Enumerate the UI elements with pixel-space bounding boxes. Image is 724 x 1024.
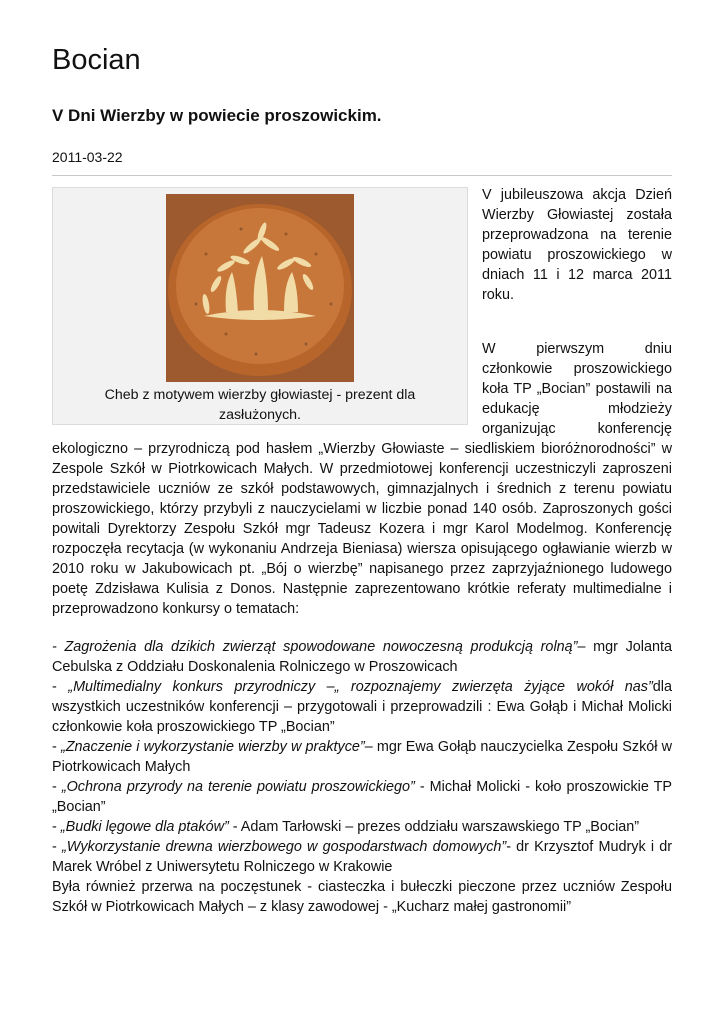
topic-speaker: dla wszystkich uczestników konferencji – przygotowali i przeprowadzili : Ewa Gołąb i Michał Molicki członkowie koła proszowickiego TP „Bocian” — [52, 679, 672, 735]
intro-paragraph: V jubileuszowa akcja Dzień Wierzby Głowiastej została przeprowadzona na terenie powiatu proszowickiego w dniach 11 i 12 marca 2011 roku. — [482, 187, 672, 303]
topic-speaker: – mgr Jolanta Cebulska z Oddziału Doskonalenia Rolniczego w Proszowicach — [52, 639, 672, 675]
topic-title: „Wykorzystanie drewna wierzbowego w gospodarstwach domowych” — [61, 839, 507, 855]
list-dash: - — [52, 739, 61, 755]
article-date: 2011-03-22 — [52, 149, 123, 165]
article-title: V Dni Wierzby w powiecie proszowickim. — [52, 106, 382, 125]
topics-list — [52, 637, 672, 917]
topic-speaker: – mgr Ewa Gołąb nauczycielka Zespołu Szkół w Piotrkowicach Małych — [52, 739, 672, 775]
article-body — [52, 185, 672, 917]
topic-title: „Budki lęgowe dla ptaków” — [60, 819, 229, 835]
list-item — [52, 637, 672, 677]
list-dash: - — [52, 819, 61, 835]
list-item — [52, 737, 672, 777]
list-dash: - — [52, 679, 69, 695]
topic-title: - Zagrożenia dla dzikich zwierząt spowodowane nowoczesną produkcją rolną” — [52, 639, 578, 655]
list-item — [52, 817, 672, 837]
figure-caption: Cheb z motywem wierzby głowiastej - prezent dla zasłużonych. — [104, 387, 416, 423]
divider — [52, 175, 672, 176]
site-title: Bocian — [52, 44, 141, 76]
topic-speaker: - Michał Molicki - koło proszowickie TP „Bocian” — [52, 779, 672, 815]
topic-speaker: - Adam Tarłowski – prezes oddziału warszawskiego TP „Bocian” — [228, 819, 640, 835]
list-item — [52, 677, 672, 737]
topic-title: „Ochrona przyrody na terenie powiatu proszowickiego” — [61, 779, 415, 795]
bread-loaf-image — [166, 194, 354, 382]
topic-title: „Znaczenie i wykorzystanie wierzby w praktyce” — [60, 739, 365, 755]
conference-paragraph: W pierwszym dniu członkowie proszowickiego koła TP „Bocian” postawili na edukację młodzieży organizując konferencję ekologiczno – przyrodniczą pod hasłem „Wierzby Głowiaste – siedliskiem bioróżnorodności” w Zespole Szkół w Piotrkowicach Małych. W przedmiotowej konferencji uczestniczyli zaproszeni przedstawiciele uczniów ze szkół podstawowych, gimnazjalnych i średnich z terenu powiatu proszowickiego, którzy przybyli z nauczycielami w liczbie ponad 140 osób. Zaproszonych gości powitali Dyrektorzy Zespołu Szkół mgr Tadeusz Kozera i mgr Karol Modelmog. Konferencję rozpoczęła recytacja (w wykonaniu Andrzeja Bieniasa) wiersza opisującego ogławianie wierzb w 2010 roku w Jakubowicach pt. „Bój o wierzbę” napisanego przez zaprzyjaźnionego ludowego poetę Zdzisława Kulisia z Donos. Następnie zaprezentowano krótkie referaty multimedialne i przeprowadzono konkursy o tematach: — [52, 341, 672, 617]
list-item — [52, 837, 672, 877]
list-item — [52, 777, 672, 817]
list-dash: - — [52, 839, 62, 855]
list-dash: - — [52, 779, 62, 795]
closing-paragraph: Była również przerwa na poczęstunek - ciasteczka i bułeczki pieczone przez uczniów Zespołu Szkół w Piotrkowicach Małych – z klasy zawodowej - „Kucharz małej gastronomii” — [52, 879, 672, 915]
article-figure — [52, 187, 468, 425]
topic-title: „Multimedialny konkurs przyrodniczy –„ rozpoznajemy zwierzęta żyjące wokół nas” — [68, 679, 653, 695]
topic-speaker: - dr Krzysztof Mudryk i dr Marek Wróbel z Uniwersytetu Rolniczego w Krakowie — [52, 839, 673, 875]
